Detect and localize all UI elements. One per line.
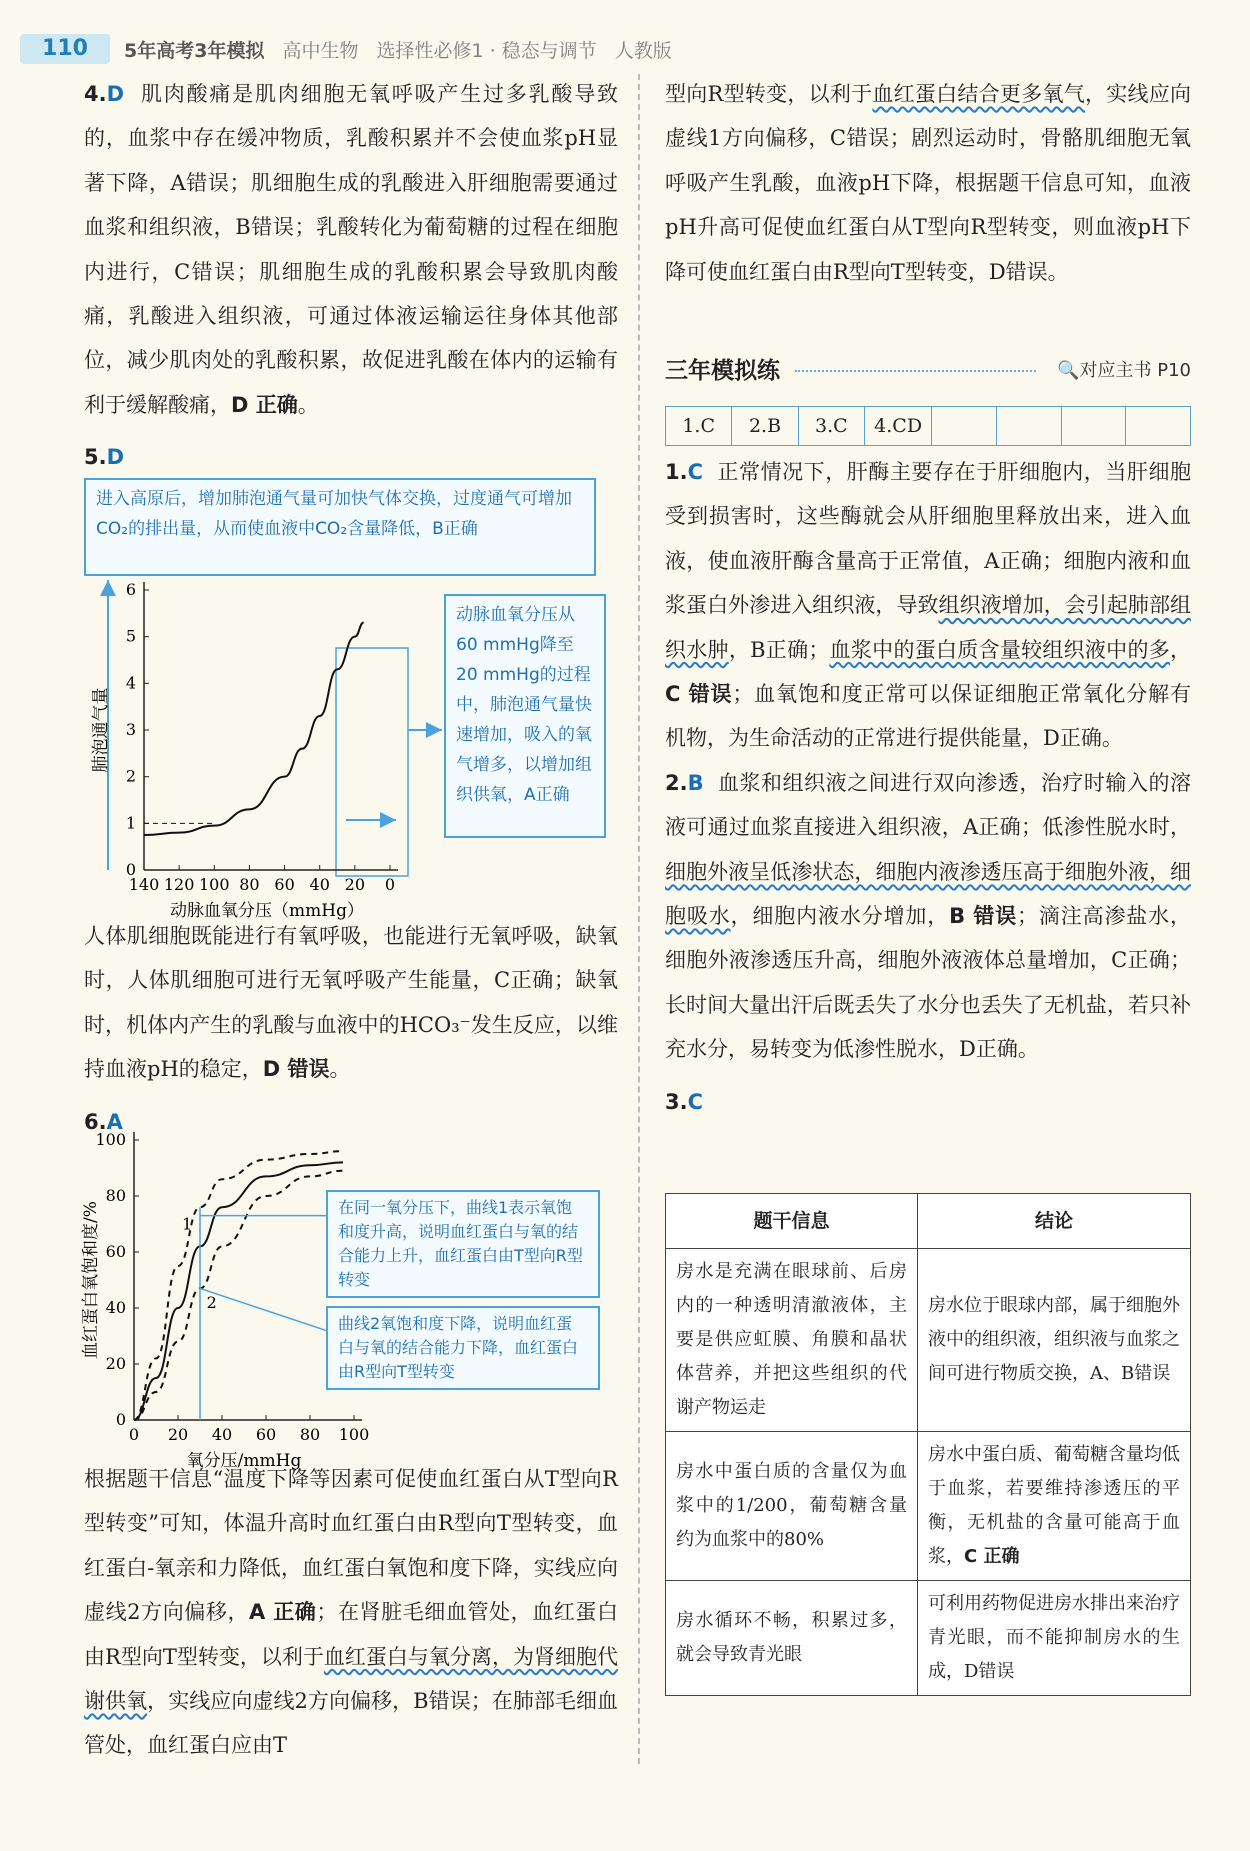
question-4: 4.D 肌肉酸痛是肌肉细胞无氧呼吸产生过多乳酸导致的，血浆中存在缓冲物质，乳酸积累并不会使血浆pH显著下降，A错误；肌细胞生成的乳酸进入肝细胞需要通过血浆和组织液，B错误；乳酸转化为葡萄糖的过程在细胞内进行，C错误；肌细胞生成的乳酸积累会导致肌肉酸痛，乳酸进入组织液，可通过体液运输运往身体其他部位，减少肌肉处的乳酸积累，故促进乳酸在体内的运输有利于缓解酸痛，D 正确。 (84, 82, 618, 417)
y-tick-label: 2 (125, 766, 136, 786)
guide-line (200, 1288, 326, 1330)
series-line (134, 1162, 343, 1420)
table-header: 结论 (918, 1194, 1191, 1249)
x-tick-label: 0 (128, 1425, 140, 1444)
series-line (134, 1171, 343, 1420)
q6-chart-plot (81, 1130, 369, 1471)
publisher: 人教版 (614, 40, 672, 62)
table-row: 房水循环不畅，积累过多，就会导致青光眼 可利用药物促进房水排出来治疗青光眼，而不能抑制房水的生成，D错误 (666, 1581, 1191, 1696)
series-name: 5年高考3年模拟 (124, 40, 265, 62)
x-tick-label: 80 (299, 1425, 321, 1444)
question-6-head: 6.A (84, 1109, 123, 1134)
left-column (84, 72, 618, 480)
answer-4: D (106, 82, 125, 106)
x-tick-label: 20 (344, 875, 366, 894)
x-tick-label: 60 (255, 1425, 277, 1444)
answer-cell (932, 407, 997, 446)
info-table (665, 1193, 1191, 1696)
y-tick-label: 4 (125, 673, 136, 693)
q6-note-1: 在同一氧分压下，曲线1表示氧饱和度升高，说明血红蛋白与氧的结合能力上升，血红蛋白由T型向R型转变 (326, 1190, 600, 1298)
page-number: 110 (20, 34, 110, 64)
y-tick-label: 6 (125, 580, 136, 599)
section-header (665, 348, 1191, 388)
y-tick-label: 0 (125, 860, 136, 879)
answer-r2: 2.B 血浆和组织液之间进行双向渗透，治疗时输入的溶液可通过血浆直接进入组织液，A正确；低渗性脱水时，细胞外液呈低渗状态，细胞内液渗透压高于细胞外液，细胞吸水，细胞内液水分增加，B 错误；滴注高渗盐水，细胞外液渗透压升高，细胞外液液体总量增加，C正确；长时间大量出汗后既丢失了水分也丢失了无机盐，若只补充水分，易转变为低渗性脱水，D正确。 (665, 770, 1192, 1062)
y-tick-label: 40 (105, 1298, 126, 1317)
x-tick-label: 140 (128, 875, 160, 894)
y-tick-label: 60 (105, 1242, 126, 1261)
answer-cell (996, 407, 1061, 446)
y-axis-label: 肺泡通气量 (91, 687, 111, 773)
y-axis-label: 血红蛋白氧饱和度/% (81, 1201, 101, 1359)
answer-cell: 4.CD (865, 407, 932, 446)
section-title: 三年模拟练 (665, 358, 780, 384)
answer-5: D (106, 445, 125, 470)
y-tick-label: 1 (125, 813, 136, 833)
q5-chart (84, 580, 454, 921)
answer-cell: 1.C (666, 407, 732, 446)
x-tick-label: 0 (384, 875, 396, 894)
x-tick-label: 100 (199, 875, 230, 894)
y-tick-label: 5 (125, 626, 136, 646)
q5-explanation: 人体肌细胞既能进行有氧呼吸，也能进行无氧呼吸，缺氧时，人体肌细胞可进行无氧呼吸产生能量，C正确；缺氧时，机体内产生的乳酸与血液中的HCO₃⁻发生反应，以维持血液pH的稳定，D 错误。 6.A (84, 914, 618, 1144)
y-tick-label: 3 (125, 720, 136, 739)
right-column-answers (665, 450, 1191, 1124)
answer-cell: 2.B (732, 407, 798, 446)
x-axis-label: 动脉血氧分压（mmHg） (170, 901, 364, 921)
answer-cell (1126, 407, 1191, 446)
question-5-head: 5.D (84, 445, 125, 470)
search-icon: 🔍 (1057, 360, 1080, 381)
running-title (124, 36, 690, 63)
answer-r3: 3.C (665, 1089, 704, 1114)
q5-note-top: 进入高原后，增加肺泡通气量可加快气体交换，过度通气可增加CO₂的排出量，从而使血液中CO₂含量降低，B正确 (84, 478, 596, 576)
table-row: 房水是充满在眼球前、后房内的一种透明清澈液体，主要是供应虹膜、角膜和晶状体营养，并把这些组织的代谢产物运走 房水位于眼球内部，属于细胞外液中的组织液，组织液与血浆之间可进行物质交换，A、B错误 (666, 1249, 1191, 1432)
table-header: 题干信息 (666, 1194, 918, 1249)
x-tick-label: 20 (167, 1425, 189, 1444)
series-label: 1 (182, 1214, 193, 1234)
y-tick-label: 0 (115, 1410, 126, 1429)
answer-cell (1061, 407, 1126, 446)
x-axis-label: 氧分压/mmHg (186, 1451, 302, 1471)
y-tick-label: 80 (105, 1186, 126, 1205)
y-tick-label: 100 (95, 1130, 126, 1149)
q6-note-2: 曲线2氧饱和度下降，说明血红蛋白与氧的结合能力下降，血红蛋白由R型向T型转变 (326, 1306, 600, 1390)
q5-chart-plot (91, 580, 398, 921)
subject: 高中生物 (282, 40, 359, 62)
answer-6: A (106, 1109, 123, 1134)
x-tick-label: 120 (163, 875, 195, 894)
answer-r1: 1.C 正常情况下，肝酶主要存在于肝细胞内，当肝细胞受到损害时，这些酶就会从肝细胞里释放出来，进入血液，使血液肝酶含量高于正常值，A正确；细胞内液和血浆蛋白外渗进入组织液，导致组织液增加，会引起肺部组织水肿，B正确；血浆中的蛋白质含量较组织液中的多，C 错误；血氧饱和度正常可以保证细胞正常氧化分解有机物，为生命活动的正常进行提供能量，D正确。 (665, 460, 1192, 751)
answer-grid (665, 406, 1191, 446)
x-tick-label: 40 (211, 1425, 233, 1444)
section-ref: 🔍对应主书 P10 (1057, 360, 1191, 381)
series-label: 2 (206, 1293, 217, 1312)
book-title: 选择性必修1 · 稳态与调节 (376, 40, 597, 62)
x-tick-label: 80 (239, 875, 260, 894)
q6-explanation: 根据题干信息“温度下降等因素可促使血红蛋白从T型向R型转变”可知，体温升高时血红蛋白由R型向T型转变，血红蛋白-氧亲和力降低，血红蛋白氧饱和度下降，实线应向虚线2方向偏移，A 正确；在肾脏毛细血管处，血红蛋白由R型向T型转变，以利于血红蛋白与氧分离，为肾细胞代谢供氧，实线应向虚线2方向偏移，B错误；在肺部毛细血管处，血红蛋白应由T (84, 1467, 619, 1758)
q5-note-right: 动脉血氧分压从60 mmHg降至20 mmHg的过程中，肺泡通气量快速增加，吸入的氧气增多，以增加组织供氧，A正确 (444, 594, 606, 838)
table-row: 房水中蛋白质的含量仅为血浆中的1/200，葡萄糖含量约为血浆中的80% 房水中蛋白质、葡萄糖含量均低于血浆，若要维持渗透压的平衡，无机盐的含量可能高于血浆，C 正确 (666, 1432, 1191, 1581)
series-line (144, 623, 364, 835)
x-tick-label: 60 (274, 875, 295, 894)
answer-cell: 3.C (798, 407, 864, 446)
page-header (0, 0, 1250, 62)
right-column-top: 型向R型转变，以利于血红蛋白结合更多氧气，实线应向虚线1方向偏移，C错误；剧烈运动时，骨骼肌细胞无氧呼吸产生乳酸，血液pH下降，根据题干信息可知，血液pH升高可促使血红蛋白从T型向R型转变，则血液pH下降可使血红蛋白由R型向T型转变，D错误。 (665, 82, 1191, 284)
y-tick-label: 20 (105, 1354, 126, 1373)
series-line (134, 1151, 343, 1420)
x-tick-label: 100 (338, 1425, 370, 1444)
column-divider (638, 74, 640, 1764)
x-tick-label: 40 (309, 875, 330, 894)
